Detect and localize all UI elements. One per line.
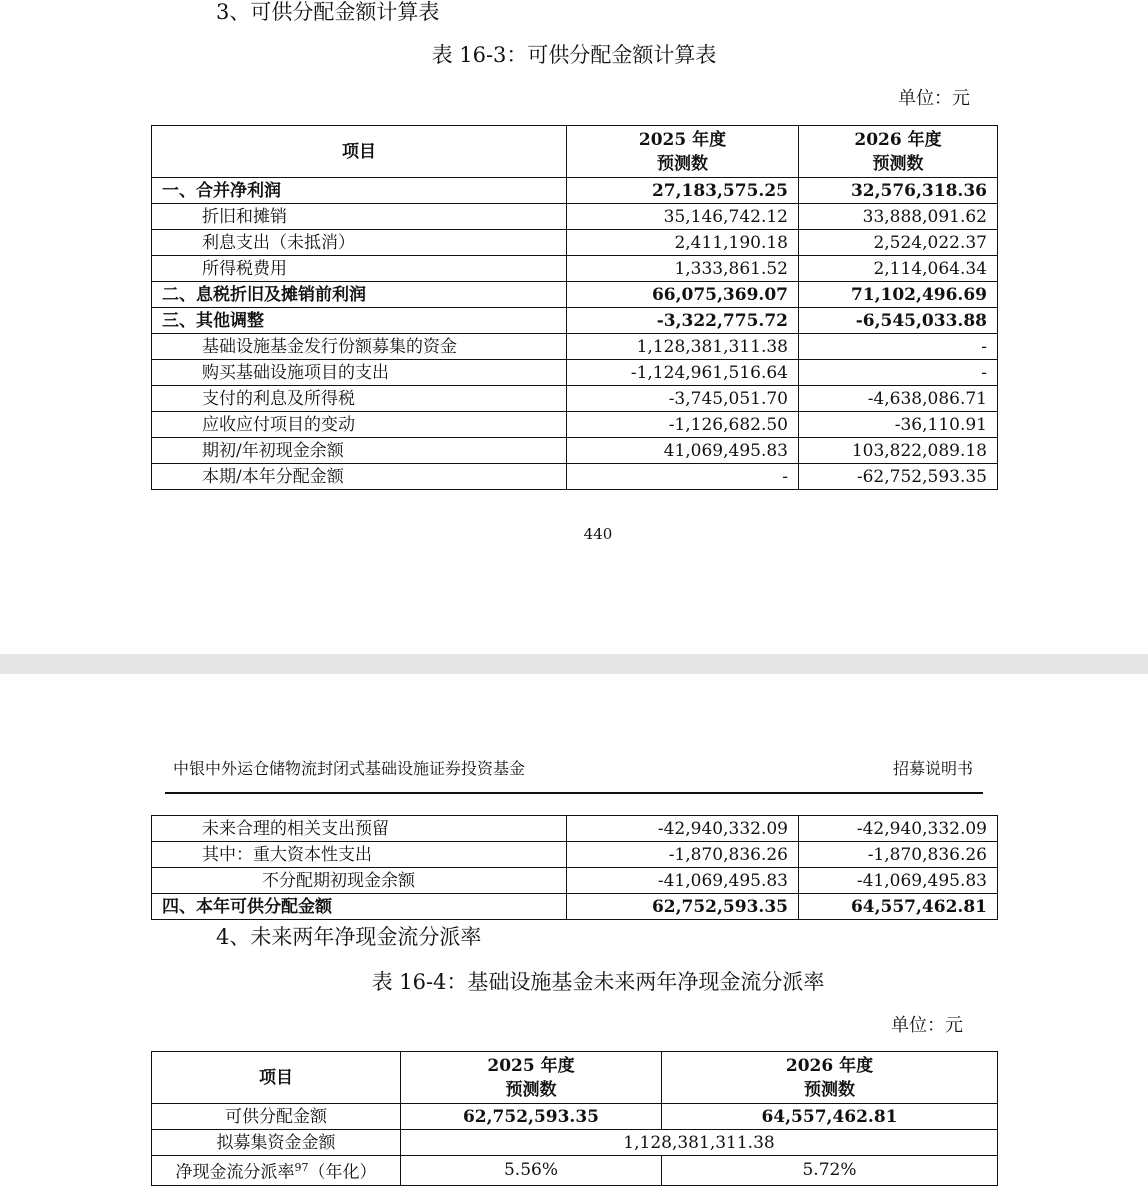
header-2025-line2: 预测数 xyxy=(505,1079,557,1100)
table-row xyxy=(152,230,998,256)
row-value-2026: 2,524,022.37 xyxy=(799,230,998,256)
header-2026 xyxy=(799,126,998,178)
footnote-marker[interactable]: 97 xyxy=(294,1161,309,1174)
header-2025 xyxy=(567,126,799,178)
table-row xyxy=(152,178,998,204)
row-label: 未来合理的相关支出预留 xyxy=(152,816,567,842)
header-2026-line1: 2026 年度 xyxy=(854,129,942,150)
page-header-fund-name: 中银中外运仓储物流封闭式基础设施证券投资基金 xyxy=(173,759,526,778)
header-2025-line1: 2025 年度 xyxy=(487,1055,575,1076)
row-value-2026: 103,822,089.18 xyxy=(799,438,998,464)
row-value-2026: -1,870,836.26 xyxy=(799,842,998,868)
row-value-2026: -62,752,593.35 xyxy=(799,464,998,490)
row-label: 所得税费用 xyxy=(152,256,567,282)
row-value-2026: 32,576,318.36 xyxy=(799,178,998,204)
row-value-2025: -3,745,051.70 xyxy=(567,386,799,412)
row-label: 期初/年初现金余额 xyxy=(152,438,567,464)
header-2026-line1: 2026 年度 xyxy=(785,1055,874,1076)
row-label: 不分配期初现金余额 xyxy=(152,868,567,894)
header-2026-line2: 预测数 xyxy=(872,153,924,174)
row-label: 折旧和摊销 xyxy=(152,204,567,230)
row-value-2025: - xyxy=(567,464,799,490)
row-value-2025: 35,146,742.12 xyxy=(567,204,799,230)
table-16-3-part1 xyxy=(151,125,998,490)
row-label: 利息支出（未抵消） xyxy=(152,230,567,256)
table-16-4-caption: 表 16-4：基础设施基金未来两年净现金流分派率 xyxy=(371,970,825,994)
header-2025 xyxy=(401,1052,662,1104)
row-label: 可供分配金额 xyxy=(152,1104,401,1130)
table-row xyxy=(152,894,998,920)
row-label: 支付的利息及所得税 xyxy=(152,386,567,412)
header-2026-line2: 预测数 xyxy=(804,1079,855,1100)
row-value-2026: -6,545,033.88 xyxy=(799,308,998,334)
table-header-row xyxy=(152,1052,998,1104)
row-value-2026: 2,114,064.34 xyxy=(799,256,998,282)
table-row xyxy=(152,334,998,360)
row-value-2025: -1,124,961,516.64 xyxy=(567,360,799,386)
header-2025-line1: 2025 年度 xyxy=(638,129,727,150)
table-row xyxy=(152,412,998,438)
row-value-2025: -3,322,775.72 xyxy=(567,308,799,334)
table-row xyxy=(152,438,998,464)
row-value-2026: - xyxy=(799,360,998,386)
row-value-2025: 62,752,593.35 xyxy=(401,1104,662,1130)
table-row xyxy=(152,308,998,334)
table-row xyxy=(152,868,998,894)
row-value-2026: 64,557,462.81 xyxy=(799,894,998,920)
table-row xyxy=(152,842,998,868)
table-16-3-caption: 表 16-3：可供分配金额计算表 xyxy=(431,43,717,67)
header-2026 xyxy=(662,1052,998,1104)
table-row xyxy=(152,1130,998,1156)
row-value-2026: - xyxy=(799,334,998,360)
header-item: 项目 xyxy=(152,1052,401,1104)
row-value-2025: 1,128,381,311.38 xyxy=(567,334,799,360)
page-separator xyxy=(0,654,1148,674)
row-value-2026: 33,888,091.62 xyxy=(799,204,998,230)
row-label-suffix: （年化） xyxy=(308,1162,377,1183)
row-value-2025: 1,333,861.52 xyxy=(567,256,799,282)
section-3-heading: 3、可供分配金额计算表 xyxy=(216,0,440,24)
row-value-2025: 2,411,190.18 xyxy=(567,230,799,256)
row-value-2026: -41,069,495.83 xyxy=(799,868,998,894)
row-value-merged: 1,128,381,311.38 xyxy=(401,1130,998,1156)
table-16-3-part2 xyxy=(151,815,998,920)
row-value-2026: 71,102,496.69 xyxy=(799,282,998,308)
header-2025-line2: 预测数 xyxy=(657,153,708,174)
table-row xyxy=(152,464,998,490)
table-row xyxy=(152,1156,998,1186)
row-value-2026: 64,557,462.81 xyxy=(662,1104,998,1130)
page-number: 440 xyxy=(583,525,613,543)
table-16-4-unit: 单位：元 xyxy=(891,1015,963,1036)
header-item: 项目 xyxy=(152,126,567,178)
table-row xyxy=(152,360,998,386)
row-value-2025: -42,940,332.09 xyxy=(567,816,799,842)
table-row xyxy=(152,282,998,308)
table-row xyxy=(152,386,998,412)
table-16-4 xyxy=(151,1051,998,1186)
row-value-2025: -1,126,682.50 xyxy=(567,412,799,438)
row-value-2025: 41,069,495.83 xyxy=(567,438,799,464)
row-label xyxy=(152,1156,401,1186)
row-value-2025: 66,075,369.07 xyxy=(567,282,799,308)
table-row xyxy=(152,816,998,842)
row-label: 一、合并净利润 xyxy=(152,178,567,204)
row-value-2025: -1,870,836.26 xyxy=(567,842,799,868)
row-value-2025: 5.56% xyxy=(401,1156,662,1186)
row-value-2026: 5.72% xyxy=(662,1156,998,1186)
table-header-row xyxy=(152,126,998,178)
row-label-text: 净现金流分派率 xyxy=(175,1162,295,1183)
table-16-3-unit: 单位：元 xyxy=(898,88,970,109)
row-label: 本期/本年分配金额 xyxy=(152,464,567,490)
row-label: 二、息税折旧及摊销前利润 xyxy=(152,282,567,308)
row-value-2026: -4,638,086.71 xyxy=(799,386,998,412)
row-label: 四、本年可供分配金额 xyxy=(152,894,567,920)
row-value-2026: -42,940,332.09 xyxy=(799,816,998,842)
section-4-heading: 4、未来两年净现金流分派率 xyxy=(216,925,482,949)
row-label: 拟募集资金金额 xyxy=(152,1130,401,1156)
row-value-2025: 62,752,593.35 xyxy=(567,894,799,920)
row-label: 其中：重大资本性支出 xyxy=(152,842,567,868)
row-value-2025: 27,183,575.25 xyxy=(567,178,799,204)
table-row xyxy=(152,256,998,282)
table-row xyxy=(152,204,998,230)
page-header-rule xyxy=(165,792,983,794)
row-label: 基础设施基金发行份额募集的资金 xyxy=(152,334,567,360)
table-row xyxy=(152,1104,998,1130)
row-value-2025: -41,069,495.83 xyxy=(567,868,799,894)
page-header-doc-type: 招募说明书 xyxy=(893,759,974,778)
row-value-2026: -36,110.91 xyxy=(799,412,998,438)
row-label: 应收应付项目的变动 xyxy=(152,412,567,438)
row-label: 购买基础设施项目的支出 xyxy=(152,360,567,386)
row-label: 三、其他调整 xyxy=(152,308,567,334)
